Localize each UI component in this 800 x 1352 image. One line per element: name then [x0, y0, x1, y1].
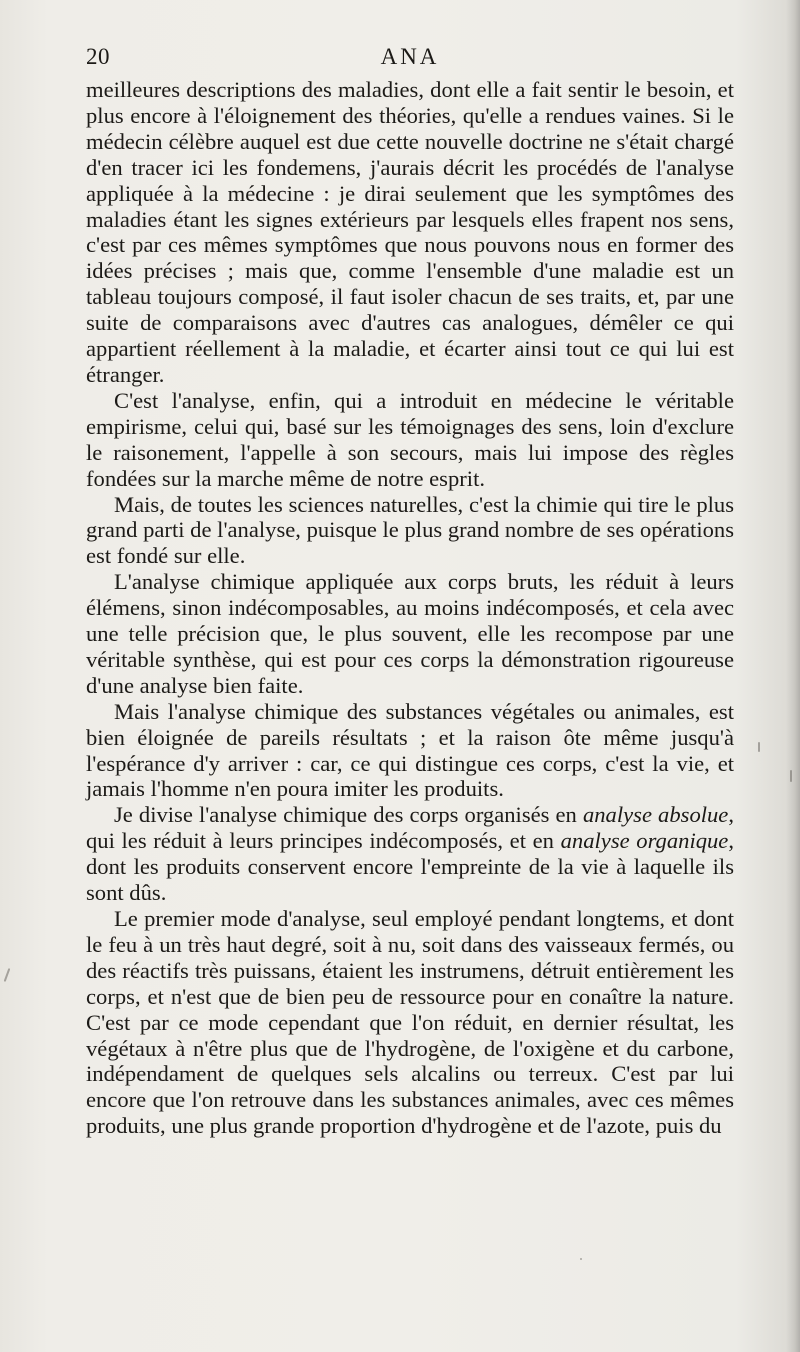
page-header: [86, 44, 734, 74]
paper-speck: [790, 770, 792, 782]
page-number: 20: [86, 44, 110, 69]
text-run: meilleures descriptions des maladies, dont elle a fait sentir le besoin, et plus encore à l'éloignement des théories, qu'elle a rendues vaines. Si le médecin célèbre auquel est due cette nouvelle doctrine ne s'était chargé d'en tracer ici les fondemens, j'aurais décrit les procédés de l'analyse appliquée à la médecine : je dirai seulement que les symptômes des maladies étant les signes extérieurs par lesquels elles frapent nos sens, c'est par ces mêmes symptômes que nous pouvons nous en former des idées précises ; mais que, comme l'ensemble d'une maladie est un tableau toujours composé, il faut isoler chacun de ses traits, et, par une suite de comparaisons avec d'autres cas analogues, démêler ce qui appartient réellement à la maladie, et écarter ainsi tout ce qui lui est étranger.: [86, 77, 734, 387]
paragraph-7: [86, 906, 734, 1139]
paragraph-5: [86, 699, 734, 803]
text-run: , qui les réduit à leurs principes indécomposés, et en: [86, 802, 734, 854]
text-run: , dont les produits conservent encore l'empreinte de la vie à laquelle ils sont dûs.: [86, 828, 734, 906]
paragraph-3: [86, 492, 734, 570]
paragraph-2: [86, 388, 734, 492]
paragraph-4: [86, 569, 734, 699]
running-head: ANA: [380, 44, 440, 69]
page-gutter-shadow: [786, 0, 800, 1352]
text-run: C'est l'analyse, enfin, qui a introduit en médecine le véritable empirisme, celui qui, basé sur les témoignages des sens, loin d'exclure le raisonement, l'appelle à son secours, mais lui impose des règles fondées sur la marche même de notre esprit.: [86, 387, 734, 491]
text-run: Je divise l'analyse chimique des corps organisés en: [114, 802, 583, 828]
text-run: Mais l'analyse chimique des substances végétales ou animales, est bien éloignée de pareils résultats ; et la raison ôte même jusqu'à l'espérance d'y arriver : car, ce qui distingue ces corps, c'est la vie, et jamais l'homme n'en poura imiter les produits.: [86, 698, 734, 802]
paper-speck: [580, 1258, 582, 1260]
paper-speck: [4, 968, 11, 982]
paragraph-1: [86, 77, 734, 388]
italic-term: analyse absolue: [582, 802, 729, 828]
paper-speck: [758, 742, 760, 752]
text-run: Le premier mode d'analyse, seul employé pendant longtems, et dont le feu à un très haut degré, soit à nu, soit dans des vaisseaux fermés, ou des réactifs très puissans, étaient les instrumens, détruit entièrement les corps, et n'est que de bien peu de ressource pour en conaître la nature. C'est par ce mode cependant que l'on réduit, en dernier résultat, les végétaux à n'être plus que de l'hydrogène, de l'oxigène et du carbone, indépendament de quelques sels alcalins ou terreux. C'est par lui encore que l'on retrouve dans les substances animales, avec ces mêmes produits, une plus grande proportion d'hydrogène et de l'azote, puis du: [86, 906, 734, 1139]
body-text: [86, 77, 734, 1139]
italic-term: analyse organique: [560, 828, 729, 854]
text-run: Mais, de toutes les sciences naturelles, c'est la chimie qui tire le plus grand parti de l'analyse, puisque le plus grand nombre de ses opérations est fondé sur elle.: [86, 491, 734, 569]
paragraph-6: [86, 802, 734, 906]
text-run: L'analyse chimique appliquée aux corps bruts, les réduit à leurs élémens, sinon indécomposables, au moins indécomposés, et cela avec une telle précision que, le plus souvent, elle les recompose par une véritable synthèse, qui est pour ces corps la démonstration rigoureuse d'une analyse bien faite.: [86, 569, 734, 698]
